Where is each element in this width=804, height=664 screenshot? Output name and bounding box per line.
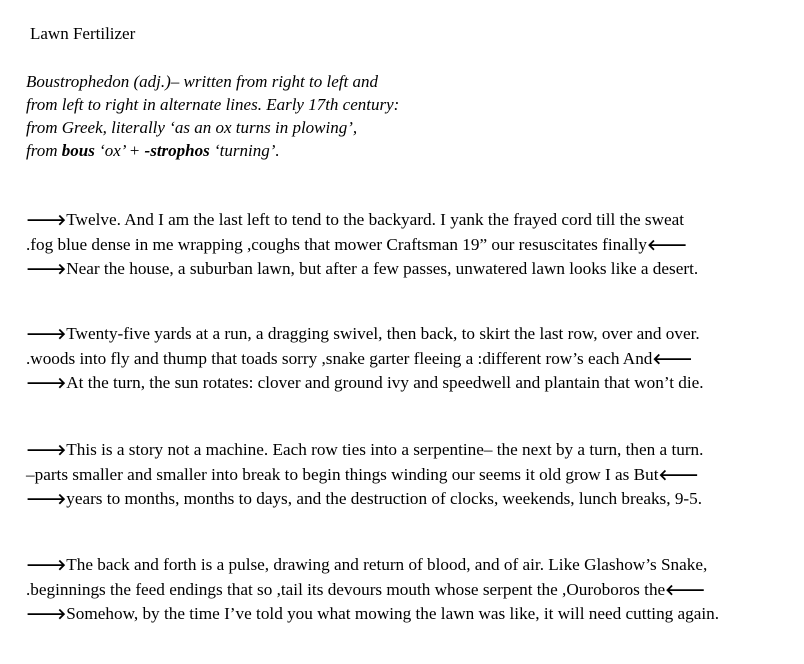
poem-line [26, 438, 703, 463]
left-arrow-icon: 🡐 [646, 235, 688, 254]
stanza-4 [26, 553, 719, 627]
poem-line [26, 322, 704, 347]
definition-text: ‘turning’. [209, 141, 280, 160]
definition-term-bous: bous [61, 141, 95, 160]
line-text: Near the house, a suburban lawn, but after a few passes, unwatered lawn looks like a desert. [66, 259, 699, 278]
line-text: –parts smaller and smaller into break to begin things winding our seems it old grow I as But [26, 464, 659, 484]
line-text: .beginnings the feed endings that so ,tail its devours mouth whose serpent the ,Ouroboros the [26, 579, 666, 599]
definition-line: from Greek, literally ‘as an ox turns in plowing’, [26, 118, 358, 137]
definition-text: ‘ox’ + [94, 141, 145, 160]
document-title: Lawn Fertilizer [30, 24, 136, 43]
line-text: This is a story not a machine. Each row ties into a serpentine– the next by a turn, then a turn. [66, 440, 704, 459]
poem-line [26, 208, 698, 233]
poem-line [26, 463, 703, 488]
poem-line [26, 553, 719, 578]
right-arrow-icon: 🡒 [26, 490, 67, 508]
poem-line [26, 371, 704, 396]
poem-line [26, 257, 698, 282]
poem-line [26, 347, 704, 372]
right-arrow-icon: 🡒 [26, 441, 67, 459]
line-text: Twelve. And I am the last left to tend to the backyard. I yank the frayed cord till the sweat [66, 210, 685, 229]
stanza-1 [26, 208, 698, 282]
right-arrow-icon: 🡒 [26, 556, 67, 574]
right-arrow-icon: 🡒 [26, 211, 67, 229]
line-text: Twenty-five yards at a run, a dragging swivel, then back, to skirt the last row, over and over. [66, 324, 700, 343]
definition-line: Boustrophedon (adj.)– written from right to left and [26, 72, 378, 91]
poem-line [26, 578, 719, 603]
definition-line [26, 139, 399, 162]
definition-term-strophos: -strophos [144, 141, 210, 160]
poem-line [26, 602, 719, 627]
right-arrow-icon: 🡒 [26, 325, 67, 343]
line-text: The back and forth is a pulse, drawing and return of blood, and of air. Like Glashow’s Snake, [66, 555, 708, 574]
stanza-2 [26, 322, 704, 396]
definition-block [26, 70, 399, 162]
line-text: years to months, months to days, and the destruction of clocks, weekends, lunch breaks, 9-5. [66, 489, 703, 508]
poem-line [26, 487, 703, 512]
line-text: .woods into fly and thump that toads sorry ,snake garter fleeing a :different row’s each And [26, 348, 653, 368]
stanza-3 [26, 438, 703, 512]
left-arrow-icon: 🡐 [652, 349, 693, 368]
poem-line [26, 233, 698, 258]
definition-text: from [26, 141, 62, 160]
definition-line: from left to right in alternate lines. Early 17th century: [26, 95, 400, 114]
left-arrow-icon: 🡐 [658, 465, 699, 484]
right-arrow-icon: 🡒 [26, 260, 67, 278]
line-text: .fog blue dense in me wrapping ,coughs that mower Craftsman 19” our resuscitates finally [26, 234, 647, 254]
right-arrow-icon: 🡒 [26, 605, 67, 623]
right-arrow-icon: 🡒 [26, 374, 67, 392]
line-text: At the turn, the sun rotates: clover and ground ivy and speedwell and plantain that won’t die. [66, 373, 704, 392]
line-text: Somehow, by the time I’ve told you what mowing the lawn was like, it will need cutting again. [66, 604, 720, 623]
left-arrow-icon: 🡐 [665, 580, 706, 599]
